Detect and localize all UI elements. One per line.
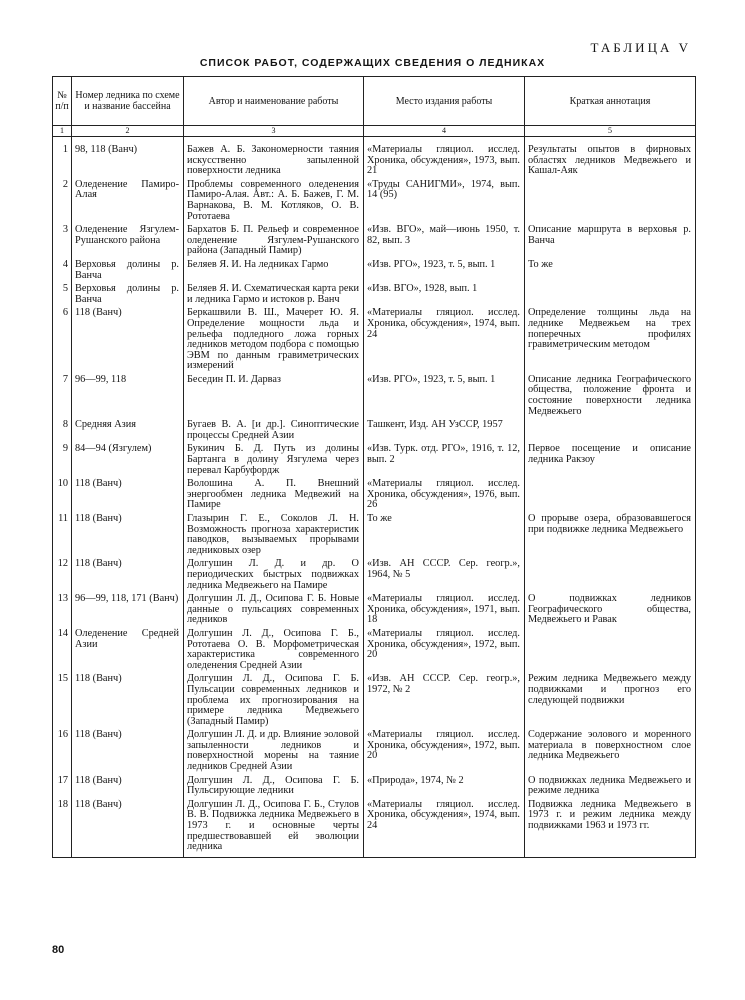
row-number: 12 — [53, 559, 72, 594]
page-number: 80 — [52, 944, 65, 956]
row-number: 18 — [53, 800, 72, 857]
work-cell: Беркашвили В. Ш., Мачерет Ю. Я. Определение мощности льда и рельефа подледного ложа горных ледников методом подбора с помощью ЭВМ по данным гравиметрических измерений — [184, 308, 364, 375]
glacier-cell: Средняя Азия — [72, 420, 184, 444]
table-header — [53, 77, 696, 137]
publication-cell: «Труды САНИГМИ», 1974, вып. 14 (95) — [364, 180, 525, 225]
glacier-cell: 118 (Ванч) — [72, 559, 184, 594]
publication-cell: То же — [364, 514, 525, 559]
table-row — [53, 514, 696, 559]
publication-cell: «Изв. РГО», 1923, т. 5, вып. 1 — [364, 260, 525, 284]
glacier-cell: 118 (Ванч) — [72, 479, 184, 514]
publication-cell: «Материалы гляциол. исслед. Хроника, обсуждения», 1971, вып. 18 — [364, 594, 525, 629]
row-number: 15 — [53, 674, 72, 730]
row-number: 11 — [53, 514, 72, 559]
table-row — [53, 776, 696, 800]
work-cell: Долгушин Л. Д., Осипова Г. Б., Рототаева О. В. Морфометрическая характеристика современного оледенения Средней Азии — [184, 629, 364, 674]
row-number: 4 — [53, 260, 72, 284]
publication-cell: «Материалы гляциол. исслед. Хроника, обсуждения», 1972, вып. 20 — [364, 629, 525, 674]
table-title: СПИСОК РАБОТ, СОДЕРЖАЩИХ СВЕДЕНИЯ О ЛЕДНИКАХ — [199, 57, 546, 69]
work-cell: Бажев А. Б. Закономерности таяния искусственно запыленной поверхности ледника — [184, 137, 364, 180]
glacier-cell: Верховья долины р. Ванча — [72, 284, 184, 308]
row-number: 9 — [53, 444, 72, 479]
row-number: 7 — [53, 375, 72, 420]
publication-cell: «Изв. РГО», 1923, т. 5, вып. 1 — [364, 375, 525, 420]
col-header-publication: Место издания работы — [364, 77, 525, 126]
table-row — [53, 180, 696, 225]
annotation-cell: О подвижках ледников Географического общества, Медвежьего и Равак — [525, 594, 696, 629]
publication-cell: «Изв. Турк. отд. РГО», 1916, т. 12, вып. 2 — [364, 444, 525, 479]
work-cell: Долгушин Л. Д., Осипова Г. Б. Новые данные о пульсациях современных ледников — [184, 594, 364, 629]
publication-cell: «Изв. АН СССР. Сер. геогр.», 1972, № 2 — [364, 674, 525, 730]
table-row — [53, 260, 696, 284]
publication-cell: «Материалы гляциол. исслед. Хроника, обсуждения», 1974, вып. 24 — [364, 308, 525, 375]
row-number: 17 — [53, 776, 72, 800]
col-header-glacier: Номер ледника по схеме и название бассейна — [72, 77, 184, 126]
col-number-2: 2 — [72, 126, 184, 137]
publication-cell: «Материалы гляциол. исслед. Хроника, обсуждения», 1973, вып. 21 — [364, 137, 525, 180]
work-cell: Долгушин Л. Д., Осипова Г. Б. Пульсации современных ледников и проблема их прогнозирования на примере ледника Медвежьего (Западный Памир) — [184, 674, 364, 730]
row-number: 8 — [53, 420, 72, 444]
annotation-cell — [525, 180, 696, 225]
work-cell: Долгушин Л. Д., Осипова Г. Б., Стулов В. В. Подвижка ледника Медвежьего в 1973 г. и основные черты предшествовавшей ей эволюции ледника — [184, 800, 364, 857]
work-cell: Долгушин Л. Д. и др. О периодических быстрых подвижках ледника Медвежьего на Памире — [184, 559, 364, 594]
works-table — [52, 76, 696, 858]
work-cell: Беляев Я. И. На ледниках Гармо — [184, 260, 364, 284]
table-label: ТАБЛИЦА V — [590, 40, 691, 55]
row-number: 16 — [53, 730, 72, 775]
glacier-cell: Оледенение Язгулем-Рушанского района — [72, 225, 184, 260]
annotation-cell: Режим ледника Медвежьего между подвижками и прогноз его следующей подвижки — [525, 674, 696, 730]
publication-cell: «Изв. АН СССР. Сер. геогр.», 1964, № 5 — [364, 559, 525, 594]
row-number: 10 — [53, 479, 72, 514]
publication-cell: «Природа», 1974, № 2 — [364, 776, 525, 800]
table-row — [53, 559, 696, 594]
row-number: 1 — [53, 137, 72, 180]
glacier-cell: 98, 118 (Ванч) — [72, 137, 184, 180]
table-row — [53, 444, 696, 479]
table-row — [53, 800, 696, 857]
work-cell: Волошина А. П. Внешний энергообмен ледника Медвежий на Памире — [184, 479, 364, 514]
glacier-cell: 96—99, 118, 171 (Ванч) — [72, 594, 184, 629]
annotation-cell — [525, 284, 696, 308]
annotation-cell — [525, 629, 696, 674]
glacier-cell: 96—99, 118 — [72, 375, 184, 420]
annotation-cell: О прорыве озера, образовавшегося при подвижке ледника Медвежьего — [525, 514, 696, 559]
publication-cell: «Материалы гляциол. исслед. Хроника, обсуждения», 1972, вып. 20 — [364, 730, 525, 775]
publication-cell: «Материалы гляциол. исслед. Хроника, обсуждения», 1976, вып. 26 — [364, 479, 525, 514]
publication-cell: «Изв. ВГО», 1928, вып. 1 — [364, 284, 525, 308]
work-cell: Проблемы современного оледенения Памиро-Алая. Авт.: А. Б. Бажев, Г. М. Варнакова, В. М. Котляков, О. В. Рототаева — [184, 180, 364, 225]
table-row — [53, 137, 696, 180]
glacier-cell: Оледенение Памиро-Алая — [72, 180, 184, 225]
publication-cell: «Материалы гляциол. исслед. Хроника, обсуждения», 1974, вып. 24 — [364, 800, 525, 857]
table-row — [53, 308, 696, 375]
glacier-cell: 118 (Ванч) — [72, 674, 184, 730]
table-row — [53, 479, 696, 514]
table-row — [53, 225, 696, 260]
work-cell: Беседин П. И. Дарваз — [184, 375, 364, 420]
work-cell: Долгушин Л. Д. и др. Влияние эоловой запыленности ледников и поверхностной морены на таяние ледников Средней Азии — [184, 730, 364, 775]
col-number-3: 3 — [184, 126, 364, 137]
table-row — [53, 420, 696, 444]
publication-cell: Ташкент, Изд. АН УзССР, 1957 — [364, 420, 525, 444]
annotation-cell: Определение толщины льда на леднике Медвежьем на трех поперечных профилях гравиметрическим методом — [525, 308, 696, 375]
col-number-5: 5 — [525, 126, 696, 137]
annotation-cell: Подвижка ледника Медвежьего в 1973 г. и режим ледника между подвижками 1963 и 1973 гг. — [525, 800, 696, 857]
row-number: 2 — [53, 180, 72, 225]
row-number: 5 — [53, 284, 72, 308]
glacier-cell: 118 (Ванч) — [72, 308, 184, 375]
work-cell: Бархатов Б. П. Рельеф и современное оледенение Язгулем-Рушанского района (Западный Памир) — [184, 225, 364, 260]
col-number-1: 1 — [53, 126, 72, 137]
glacier-cell: Верховья долины р. Ванча — [72, 260, 184, 284]
col-number-4: 4 — [364, 126, 525, 137]
annotation-cell: Содержание эолового и моренного материала в поверхностном слое ледника Медвежьего — [525, 730, 696, 775]
table-row — [53, 594, 696, 629]
work-cell: Бугаев В. А. [и др.]. Синоптические процессы Средней Азии — [184, 420, 364, 444]
row-number: 6 — [53, 308, 72, 375]
annotation-cell — [525, 420, 696, 444]
annotation-cell: О подвижках ледника Медвежьего и режиме ледника — [525, 776, 696, 800]
col-header-annotation: Краткая аннотация — [525, 77, 696, 126]
glacier-cell: 118 (Ванч) — [72, 776, 184, 800]
glacier-cell: 118 (Ванч) — [72, 800, 184, 857]
table-row — [53, 674, 696, 730]
row-number: 3 — [53, 225, 72, 260]
work-cell: Беляев Я. И. Схематическая карта реки и ледника Гармо и истоков р. Ванч — [184, 284, 364, 308]
annotation-cell — [525, 559, 696, 594]
glacier-cell: Оледенение Средней Азии — [72, 629, 184, 674]
row-number: 13 — [53, 594, 72, 629]
publication-cell: «Изв. ВГО», май—июнь 1950, т. 82, вып. 3 — [364, 225, 525, 260]
annotation-cell: Результаты опытов в фирновых областях ледников Медвежьего и Кашал-Аяк — [525, 137, 696, 180]
work-cell: Букинич Б. Д. Путь из долины Бартанга в долину Язгулема через перевал Карбуфордж — [184, 444, 364, 479]
glacier-cell: 118 (Ванч) — [72, 730, 184, 775]
table-row — [53, 375, 696, 420]
glacier-cell: 118 (Ванч) — [72, 514, 184, 559]
table-row — [53, 284, 696, 308]
col-header-author-work: Автор и наименование работы — [184, 77, 364, 126]
col-header-number: № п/п — [53, 77, 72, 126]
table-row — [53, 629, 696, 674]
glacier-cell: 84—94 (Язгулем) — [72, 444, 184, 479]
annotation-cell: Первое посещение и описание ледника Ракзоу — [525, 444, 696, 479]
annotation-cell: Описание ледника Географического общества, положение фронта и состояние поверхности ледника Медвежьего — [525, 375, 696, 420]
annotation-cell: То же — [525, 260, 696, 284]
work-cell: Долгушин Л. Д., Осипова Г. Б. Пульсирующие ледники — [184, 776, 364, 800]
annotation-cell — [525, 479, 696, 514]
row-number: 14 — [53, 629, 72, 674]
table-row — [53, 730, 696, 775]
table-body — [53, 137, 696, 858]
work-cell: Глазырин Г. Е., Соколов Л. Н. Возможность прогноза характеристик паводков, вызываемых прорывами ледниковых озер — [184, 514, 364, 559]
annotation-cell: Описание маршрута в верховья р. Ванча — [525, 225, 696, 260]
